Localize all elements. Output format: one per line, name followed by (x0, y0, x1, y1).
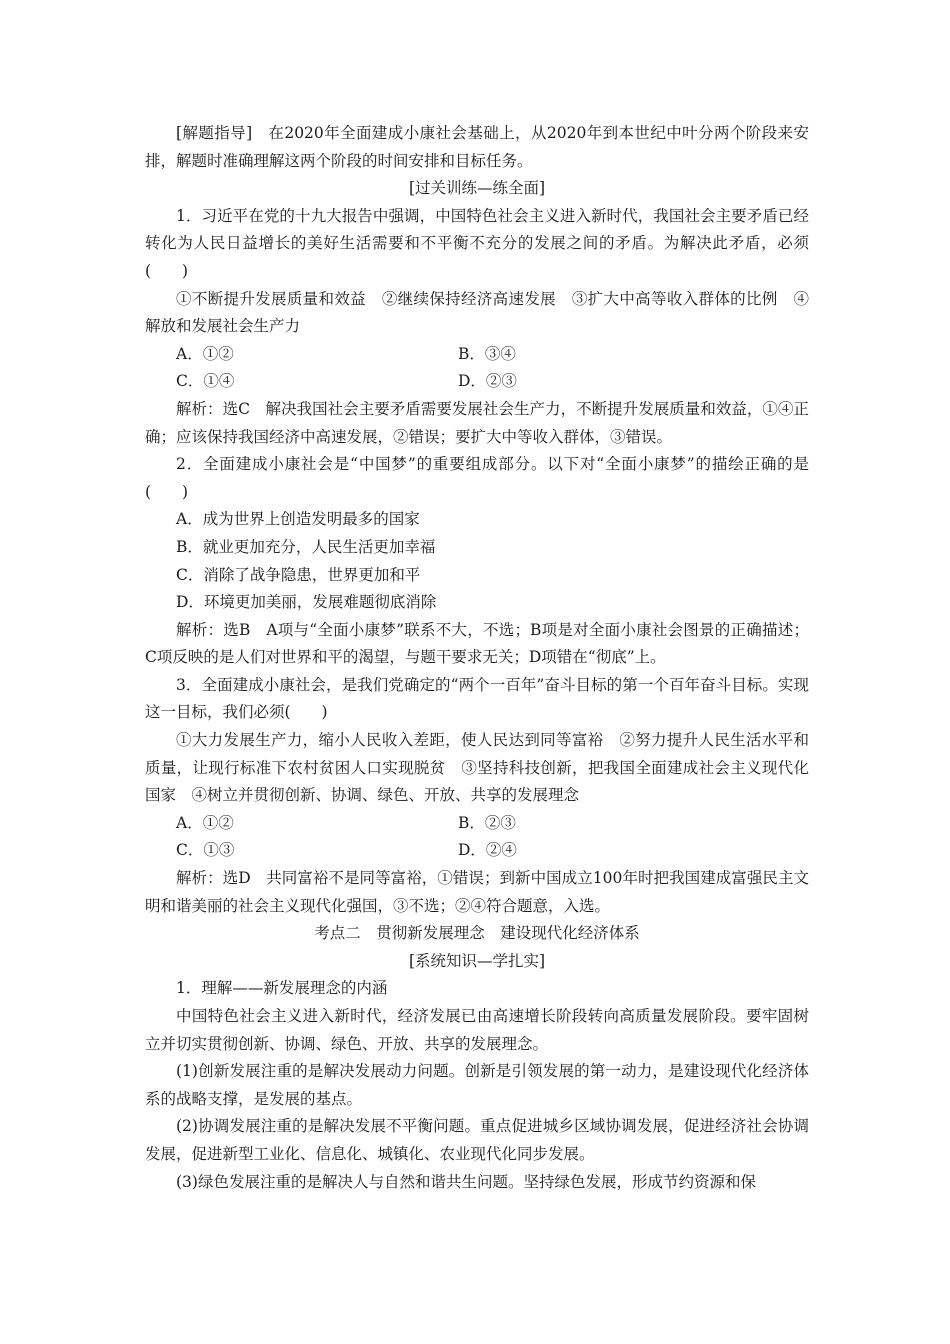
knowledge-1-green: (3)绿色发展注重的是解决人与自然和谐共生问题。坚持绿色发展，形成节约资源和保 (176, 1172, 756, 1191)
section-title: 考点二 贯彻新发展理念 建设现代化经济体系 (314, 924, 640, 943)
knowledge-1-intro: 中国特色社会主义进入新时代，经济发展已由高速增长阶段转向高质量发展阶段。要牢固树立并切实贯彻创新、协调、绿色、开放、共享的发展理念。 (145, 1007, 809, 1053)
knowledge-1-title: 1．理解——新发展理念的内涵 (176, 979, 388, 998)
option-d: D．②③ (458, 372, 517, 391)
question-1-analysis: 解析：选C 解决我国社会主要矛盾需要发展社会生产力，不断提升发展质量和效益，①④正确；应该保持我国经济中高速发展，②错误；要扩大中等收入群体，③错误。 (145, 399, 809, 446)
knowledge-1-innovation: (1)创新发展注重的是解决发展动力问题。创新是引领发展的第一动力，是建设现代化经济体系的战略支撑，是发展的基点。 (145, 1062, 809, 1108)
option-b: B．③④ (458, 344, 516, 363)
practice-heading: [过关训练—练全面] (408, 179, 546, 198)
option-b: B．就业更加充分，人民生活更加幸福 (176, 537, 436, 556)
option-d: D．环境更加美丽，发展难题彻底消除 (176, 593, 437, 612)
question-3-items: ①大力发展生产力，缩小人民收入差距，使人民达到同等富裕 ②努力提升人民生活水平和质量，让现行标准下农村贫困人口实现脱贫 ③坚持科技创新，把我国全面建成社会主义现代化国家 ④树立并贯彻创新、协调、绿色、开放、共享的发展理念 (145, 731, 809, 805)
question-1-items: ①不断提升发展质量和效益 ②继续保持经济高速发展 ③扩大中高等收入群体的比例 ④解放和发展社会生产力 (145, 289, 809, 336)
question-2-option-b (145, 534, 809, 562)
question-1-stem: 1．习近平在党的十九大报告中强调，中国特色社会主义进入新时代，我国社会主要矛盾已经转化为人民日益增长的美好生活需要和不平衡不充分的发展之间的矛盾。为解决此矛盾，必须( ) (145, 206, 809, 280)
solution-guide: [解题指导] 在2020年全面建成小康社会基础上，从2020年到本世纪中叶分两个阶段来安排，解题时准确理解这两个阶段的时间安排和目标任务。 (145, 124, 809, 170)
question-1-options-row-2 (145, 368, 809, 396)
option-a: A．①② (176, 813, 234, 832)
option-c: C．消除了战争隐患，世界更加和平 (176, 565, 421, 584)
question-3-options-row-1 (145, 810, 809, 838)
question-2-stem: 2．全面建成小康社会是“中国梦”的重要组成部分。以下对“全面小康梦”的描绘正确的是( ) (145, 455, 809, 501)
system-knowledge-heading: [系统知识—学扎实] (408, 951, 546, 970)
question-3-options-row-2 (145, 837, 809, 865)
option-c: C．①④ (176, 372, 235, 391)
question-2-option-d (145, 589, 809, 617)
knowledge-1-coordination: (2)协调发展注重的是解决发展不平衡问题。重点促进城乡区域协调发展，促进经济社会协调发展，促进新型工业化、信息化、城镇化、农业现代化同步发展。 (145, 1117, 809, 1163)
question-2-option-c (145, 562, 809, 590)
option-a: A．①② (176, 344, 234, 363)
option-a: A．成为世界上创造发明最多的国家 (176, 510, 420, 529)
question-3-analysis: 解析：选D 共同富裕不是同等富裕，①错误；到新中国成立100年时把我国建成富强民主文明和谐美丽的社会主义现代化强国，③不选；②④符合题意，入选。 (145, 869, 809, 915)
question-2-analysis: 解析：选B A项与“全面小康梦”联系不大，不选；B项是对全面小康社会图景的正确描述；C项反映的是人们对世界和平的渴望，与题干要求无关；D项错在“彻底”上。 (145, 620, 809, 667)
question-3-stem: 3．全面建成小康社会，是我们党确定的“两个一百年”奋斗目标的第一个百年奋斗目标。实现这一目标，我们必须( ) (145, 675, 809, 722)
option-d: D．②④ (458, 841, 517, 860)
option-c: C．①③ (176, 841, 235, 860)
question-2-option-a (145, 506, 809, 534)
page-content (145, 120, 809, 1196)
option-b: B．②③ (458, 813, 516, 832)
question-1-options-row-1 (145, 341, 809, 369)
